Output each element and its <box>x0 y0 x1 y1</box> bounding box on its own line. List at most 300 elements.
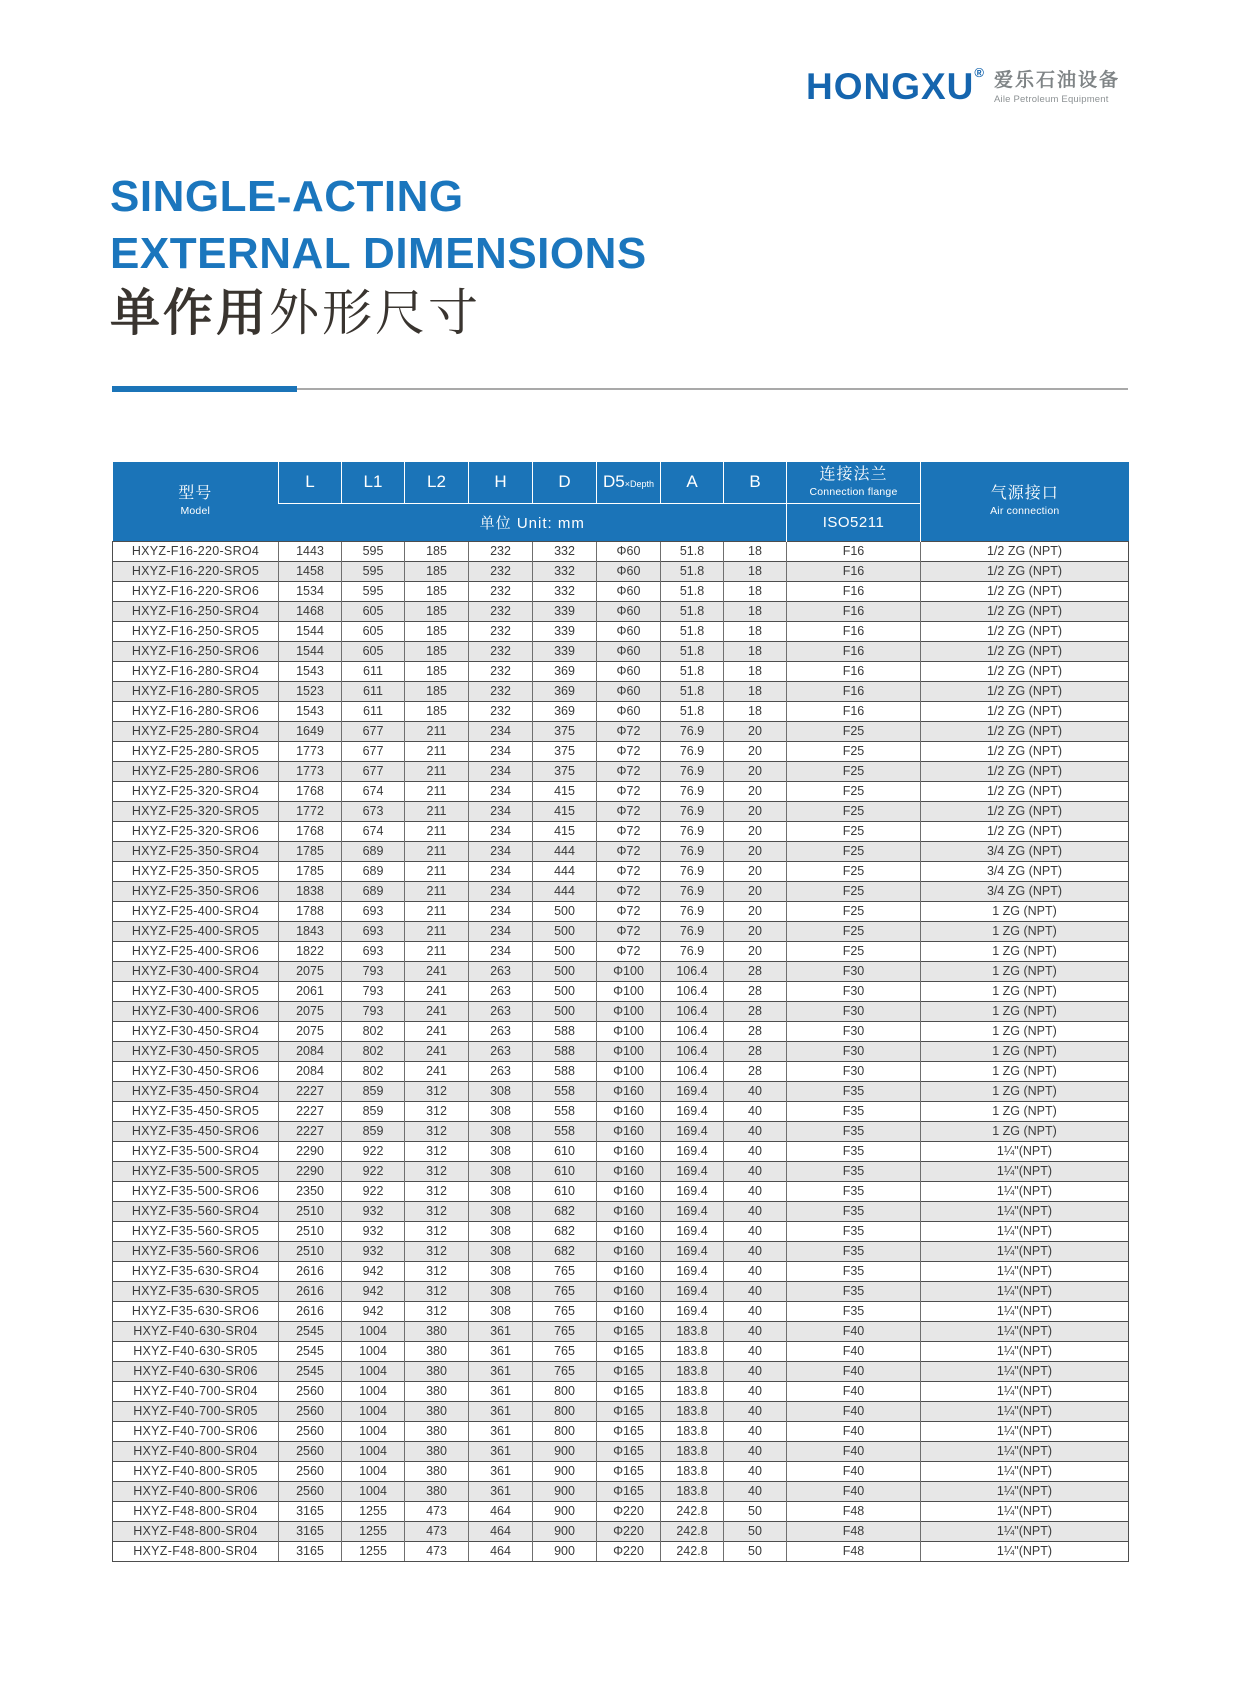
a-cell: 183.8 <box>661 1321 724 1341</box>
title-cn-bold: 单作用 <box>110 285 269 341</box>
b-cell: 20 <box>724 741 787 761</box>
air-connection-cell: 1 ZG (NPT) <box>921 1081 1129 1101</box>
l2-cell: 380 <box>405 1481 469 1501</box>
air-connection-cell: 1 ZG (NPT) <box>921 901 1129 921</box>
d-cell: 558 <box>533 1101 597 1121</box>
l-cell: 1543 <box>279 701 342 721</box>
a-cell: 183.8 <box>661 1421 724 1441</box>
model-cell: HXYZ-F40-700-SR04 <box>113 1381 279 1401</box>
l-cell: 2290 <box>279 1161 342 1181</box>
b-cell: 40 <box>724 1341 787 1361</box>
table-row <box>113 1501 1129 1521</box>
flange-cell: F30 <box>787 1021 921 1041</box>
a-cell: 76.9 <box>661 861 724 881</box>
l1-cell: 689 <box>342 841 405 861</box>
h-cell: 234 <box>469 901 533 921</box>
table-row <box>113 861 1129 881</box>
d-cell: 339 <box>533 601 597 621</box>
d5-cell: Φ60 <box>597 601 661 621</box>
flange-cell: F40 <box>787 1401 921 1421</box>
l1-cell: 942 <box>342 1301 405 1321</box>
flange-header-en: Connection flange <box>809 486 898 499</box>
model-cell: HXYZ-F35-450-SRO4 <box>113 1081 279 1101</box>
model-cell: HXYZ-F40-800-SR05 <box>113 1461 279 1481</box>
table-row <box>113 1081 1129 1101</box>
model-cell: HXYZ-F16-280-SRO5 <box>113 681 279 701</box>
flange-cell: F25 <box>787 921 921 941</box>
l2-cell: 312 <box>405 1221 469 1241</box>
model-cell: HXYZ-F25-280-SRO6 <box>113 761 279 781</box>
col-header-model <box>113 462 279 541</box>
l2-cell: 185 <box>405 681 469 701</box>
d-cell: 900 <box>533 1541 597 1561</box>
flange-cell: F35 <box>787 1121 921 1141</box>
h-cell: 234 <box>469 721 533 741</box>
d5-label: D5 <box>602 472 625 492</box>
l-cell: 2510 <box>279 1201 342 1221</box>
d-cell: 682 <box>533 1241 597 1261</box>
d5-cell: Φ165 <box>597 1361 661 1381</box>
l-cell: 2560 <box>279 1481 342 1501</box>
a-cell: 169.4 <box>661 1101 724 1121</box>
d-cell: 415 <box>533 801 597 821</box>
l-cell: 1772 <box>279 801 342 821</box>
d5-cell: Φ165 <box>597 1461 661 1481</box>
flange-cell: F40 <box>787 1341 921 1361</box>
l2-cell: 241 <box>405 1061 469 1081</box>
l1-cell: 595 <box>342 561 405 581</box>
b-cell: 40 <box>724 1141 787 1161</box>
b-cell: 18 <box>724 681 787 701</box>
b-cell: 40 <box>724 1361 787 1381</box>
air-connection-cell: 1¼"(NPT) <box>921 1381 1129 1401</box>
model-cell: HXYZ-F25-350-SRO5 <box>113 861 279 881</box>
flange-cell: F35 <box>787 1281 921 1301</box>
h-cell: 234 <box>469 781 533 801</box>
l2-cell: 312 <box>405 1181 469 1201</box>
l-cell: 1458 <box>279 561 342 581</box>
flange-cell: F16 <box>787 581 921 601</box>
table-row <box>113 641 1129 661</box>
air-connection-cell: 1 ZG (NPT) <box>921 961 1129 981</box>
h-cell: 361 <box>469 1441 533 1461</box>
d5-cell: Φ72 <box>597 721 661 741</box>
model-cell: HXYZ-F35-560-SRO5 <box>113 1221 279 1241</box>
a-cell: 51.8 <box>661 681 724 701</box>
d5-cell: Φ160 <box>597 1141 661 1161</box>
h-cell: 263 <box>469 1001 533 1021</box>
d5-cell: Φ100 <box>597 1061 661 1081</box>
b-cell: 50 <box>724 1521 787 1541</box>
l-cell: 2075 <box>279 961 342 981</box>
d-cell: 558 <box>533 1081 597 1101</box>
air-connection-cell: 1¼"(NPT) <box>921 1521 1129 1541</box>
flange-cell: F16 <box>787 661 921 681</box>
flange-cell: F30 <box>787 961 921 981</box>
l-cell: 2560 <box>279 1461 342 1481</box>
air-connection-cell: 1/2 ZG (NPT) <box>921 641 1129 661</box>
d5-cell: Φ220 <box>597 1501 661 1521</box>
l-cell: 3165 <box>279 1541 342 1561</box>
a-cell: 183.8 <box>661 1461 724 1481</box>
logo-wordmark <box>805 65 984 107</box>
air-connection-cell: 3/4 ZG (NPT) <box>921 841 1129 861</box>
d-cell: 369 <box>533 661 597 681</box>
air-connection-cell: 1¼"(NPT) <box>921 1361 1129 1381</box>
air-connection-cell: 1¼"(NPT) <box>921 1401 1129 1421</box>
l2-cell: 185 <box>405 701 469 721</box>
logo-text: HONGXU <box>805 66 975 107</box>
l-cell: 1768 <box>279 781 342 801</box>
d-cell: 500 <box>533 981 597 1001</box>
b-cell: 20 <box>724 801 787 821</box>
a-cell: 76.9 <box>661 841 724 861</box>
l1-cell: 693 <box>342 921 405 941</box>
l-cell: 2227 <box>279 1121 342 1141</box>
h-cell: 234 <box>469 921 533 941</box>
l1-cell: 793 <box>342 961 405 981</box>
model-cell: HXYZ-F25-280-SRO4 <box>113 721 279 741</box>
a-cell: 242.8 <box>661 1501 724 1521</box>
b-cell: 18 <box>724 581 787 601</box>
air-connection-cell: 1/2 ZG (NPT) <box>921 801 1129 821</box>
h-cell: 308 <box>469 1101 533 1121</box>
model-cell: HXYZ-F16-220-SRO6 <box>113 581 279 601</box>
d-cell: 444 <box>533 881 597 901</box>
d-cell: 332 <box>533 581 597 601</box>
air-connection-cell: 1/2 ZG (NPT) <box>921 741 1129 761</box>
l-cell: 2227 <box>279 1081 342 1101</box>
h-cell: 361 <box>469 1361 533 1381</box>
title-divider <box>112 386 1128 392</box>
a-cell: 169.4 <box>661 1161 724 1181</box>
d5-cell: Φ160 <box>597 1241 661 1261</box>
a-cell: 76.9 <box>661 801 724 821</box>
model-cell: HXYZ-F35-630-SRO6 <box>113 1301 279 1321</box>
air-connection-cell: 1¼"(NPT) <box>921 1281 1129 1301</box>
l2-cell: 312 <box>405 1141 469 1161</box>
h-cell: 232 <box>469 661 533 681</box>
l1-cell: 677 <box>342 741 405 761</box>
h-cell: 263 <box>469 1041 533 1061</box>
h-cell: 308 <box>469 1081 533 1101</box>
air-connection-cell: 1¼"(NPT) <box>921 1241 1129 1261</box>
l1-cell: 693 <box>342 941 405 961</box>
d5-cell: Φ160 <box>597 1121 661 1141</box>
d-cell: 610 <box>533 1141 597 1161</box>
d5-cell: Φ160 <box>597 1281 661 1301</box>
flange-cell: F35 <box>787 1161 921 1181</box>
flange-cell: F25 <box>787 761 921 781</box>
table-row <box>113 901 1129 921</box>
air-connection-cell: 1/2 ZG (NPT) <box>921 701 1129 721</box>
b-cell: 40 <box>724 1161 787 1181</box>
flange-standard-label: ISO5211 <box>787 503 921 541</box>
a-cell: 169.4 <box>661 1221 724 1241</box>
d5-cell: Φ165 <box>597 1321 661 1341</box>
h-cell: 308 <box>469 1241 533 1261</box>
h-cell: 234 <box>469 841 533 861</box>
d-cell: 332 <box>533 541 597 561</box>
l2-cell: 380 <box>405 1421 469 1441</box>
page-title-cn <box>110 283 481 343</box>
flange-cell: F35 <box>787 1201 921 1221</box>
d5-cell: Φ72 <box>597 741 661 761</box>
a-cell: 169.4 <box>661 1081 724 1101</box>
b-cell: 28 <box>724 981 787 1001</box>
l2-cell: 211 <box>405 881 469 901</box>
d5-cell: Φ60 <box>597 621 661 641</box>
h-cell: 308 <box>469 1181 533 1201</box>
table-row <box>113 1101 1129 1121</box>
b-cell: 20 <box>724 881 787 901</box>
col-header-L: L <box>279 462 342 503</box>
d5-cell: Φ165 <box>597 1401 661 1421</box>
air-connection-cell: 1/2 ZG (NPT) <box>921 621 1129 641</box>
air-connection-cell: 1/2 ZG (NPT) <box>921 681 1129 701</box>
col-header-D: D <box>533 462 597 503</box>
l2-cell: 185 <box>405 661 469 681</box>
model-cell: HXYZ-F40-800-SR04 <box>113 1441 279 1461</box>
flange-cell: F25 <box>787 841 921 861</box>
a-cell: 169.4 <box>661 1261 724 1281</box>
b-cell: 40 <box>724 1121 787 1141</box>
b-cell: 40 <box>724 1381 787 1401</box>
flange-cell: F35 <box>787 1241 921 1261</box>
l-cell: 2545 <box>279 1341 342 1361</box>
a-cell: 106.4 <box>661 1001 724 1021</box>
d5-cell: Φ165 <box>597 1381 661 1401</box>
l-cell: 1649 <box>279 721 342 741</box>
title-cn-rest: 外形尺寸 <box>269 285 481 341</box>
l1-cell: 922 <box>342 1141 405 1161</box>
l-cell: 2075 <box>279 1001 342 1021</box>
table-row <box>113 1041 1129 1061</box>
model-cell: HXYZ-F25-350-SRO4 <box>113 841 279 861</box>
air-connection-cell: 1¼"(NPT) <box>921 1301 1129 1321</box>
d5-cell: Φ100 <box>597 981 661 1001</box>
a-cell: 183.8 <box>661 1441 724 1461</box>
a-cell: 183.8 <box>661 1361 724 1381</box>
h-cell: 361 <box>469 1341 533 1361</box>
flange-cell: F40 <box>787 1361 921 1381</box>
l2-cell: 312 <box>405 1241 469 1261</box>
flange-cell: F25 <box>787 881 921 901</box>
table-row <box>113 1521 1129 1541</box>
b-cell: 28 <box>724 1041 787 1061</box>
l2-cell: 380 <box>405 1461 469 1481</box>
registered-trademark-icon: ® <box>974 65 984 80</box>
air-connection-cell: 1 ZG (NPT) <box>921 1061 1129 1081</box>
l2-cell: 241 <box>405 1001 469 1021</box>
d-cell: 339 <box>533 621 597 641</box>
d-cell: 375 <box>533 741 597 761</box>
l1-cell: 677 <box>342 721 405 741</box>
l2-cell: 241 <box>405 981 469 1001</box>
a-cell: 242.8 <box>661 1521 724 1541</box>
b-cell: 20 <box>724 721 787 741</box>
flange-cell: F40 <box>787 1321 921 1341</box>
l2-cell: 312 <box>405 1101 469 1121</box>
dimensions-table-wrap <box>112 462 1128 1562</box>
d5-cell: Φ165 <box>597 1481 661 1501</box>
dimensions-table <box>112 462 1129 1562</box>
l-cell: 1523 <box>279 681 342 701</box>
model-cell: HXYZ-F25-320-SRO6 <box>113 821 279 841</box>
unit-label: 单位 Unit: mm <box>279 503 787 541</box>
flange-cell: F35 <box>787 1301 921 1321</box>
flange-cell: F30 <box>787 1061 921 1081</box>
l-cell: 1468 <box>279 601 342 621</box>
d-cell: 682 <box>533 1201 597 1221</box>
flange-cell: F25 <box>787 721 921 741</box>
d5-cell: Φ60 <box>597 581 661 601</box>
model-cell: HXYZ-F35-450-SRO5 <box>113 1101 279 1121</box>
h-cell: 308 <box>469 1221 533 1241</box>
d5-cell: Φ160 <box>597 1161 661 1181</box>
d5-cell: Φ160 <box>597 1101 661 1121</box>
h-cell: 263 <box>469 961 533 981</box>
l-cell: 1544 <box>279 641 342 661</box>
d5-cell: Φ72 <box>597 921 661 941</box>
table-row <box>113 1221 1129 1241</box>
a-cell: 76.9 <box>661 741 724 761</box>
l1-cell: 932 <box>342 1221 405 1241</box>
a-cell: 76.9 <box>661 821 724 841</box>
model-cell: HXYZ-F25-280-SRO5 <box>113 741 279 761</box>
table-row <box>113 1201 1129 1221</box>
model-cell: HXYZ-F35-630-SRO4 <box>113 1261 279 1281</box>
air-connection-cell: 1¼"(NPT) <box>921 1501 1129 1521</box>
l1-cell: 922 <box>342 1181 405 1201</box>
h-cell: 234 <box>469 941 533 961</box>
d-cell: 765 <box>533 1321 597 1341</box>
flange-cell: F30 <box>787 981 921 1001</box>
h-cell: 232 <box>469 541 533 561</box>
h-cell: 308 <box>469 1301 533 1321</box>
flange-cell: F40 <box>787 1381 921 1401</box>
l2-cell: 211 <box>405 841 469 861</box>
model-cell: HXYZ-F16-220-SRO5 <box>113 561 279 581</box>
l2-cell: 185 <box>405 641 469 661</box>
d-cell: 610 <box>533 1181 597 1201</box>
model-cell: HXYZ-F40-800-SR06 <box>113 1481 279 1501</box>
d-cell: 375 <box>533 721 597 741</box>
table-row <box>113 1281 1129 1301</box>
table-row <box>113 1241 1129 1261</box>
air-connection-cell: 1¼"(NPT) <box>921 1221 1129 1241</box>
air-connection-cell: 1/2 ZG (NPT) <box>921 721 1129 741</box>
col-header-H: H <box>469 462 533 503</box>
h-cell: 232 <box>469 561 533 581</box>
h-cell: 234 <box>469 881 533 901</box>
h-cell: 232 <box>469 641 533 661</box>
d-cell: 900 <box>533 1481 597 1501</box>
l2-cell: 211 <box>405 781 469 801</box>
l1-cell: 1004 <box>342 1381 405 1401</box>
table-row <box>113 1381 1129 1401</box>
d-cell: 500 <box>533 921 597 941</box>
table-row <box>113 1061 1129 1081</box>
model-cell: HXYZ-F16-250-SRO4 <box>113 601 279 621</box>
d5-cell: Φ220 <box>597 1521 661 1541</box>
l-cell: 2350 <box>279 1181 342 1201</box>
b-cell: 18 <box>724 661 787 681</box>
model-cell: HXYZ-F48-800-SR04 <box>113 1541 279 1561</box>
a-cell: 183.8 <box>661 1341 724 1361</box>
col-header-L2: L2 <box>405 462 469 503</box>
h-cell: 234 <box>469 761 533 781</box>
a-cell: 76.9 <box>661 941 724 961</box>
flange-cell: F25 <box>787 901 921 921</box>
d-cell: 415 <box>533 821 597 841</box>
a-cell: 76.9 <box>661 781 724 801</box>
table-row <box>113 1161 1129 1181</box>
model-cell: HXYZ-F35-500-SRO6 <box>113 1181 279 1201</box>
d-cell: 369 <box>533 701 597 721</box>
flange-cell: F48 <box>787 1521 921 1541</box>
l2-cell: 241 <box>405 1021 469 1041</box>
h-cell: 308 <box>469 1141 533 1161</box>
d-cell: 900 <box>533 1521 597 1541</box>
l2-cell: 185 <box>405 561 469 581</box>
model-cell: HXYZ-F16-280-SRO6 <box>113 701 279 721</box>
model-cell: HXYZ-F35-560-SRO6 <box>113 1241 279 1261</box>
l2-cell: 312 <box>405 1121 469 1141</box>
a-cell: 106.4 <box>661 1061 724 1081</box>
b-cell: 40 <box>724 1481 787 1501</box>
l1-cell: 932 <box>342 1201 405 1221</box>
d-cell: 558 <box>533 1121 597 1141</box>
h-cell: 232 <box>469 701 533 721</box>
l-cell: 2075 <box>279 1021 342 1041</box>
b-cell: 20 <box>724 821 787 841</box>
d-cell: 765 <box>533 1361 597 1381</box>
air-connection-cell: 1/2 ZG (NPT) <box>921 821 1129 841</box>
l1-cell: 693 <box>342 901 405 921</box>
l2-cell: 473 <box>405 1521 469 1541</box>
flange-cell: F35 <box>787 1221 921 1241</box>
a-cell: 76.9 <box>661 921 724 941</box>
flange-cell: F25 <box>787 801 921 821</box>
l2-cell: 473 <box>405 1541 469 1561</box>
d5-depth-label: ×Depth <box>624 479 654 490</box>
flange-cell: F25 <box>787 821 921 841</box>
d-cell: 500 <box>533 901 597 921</box>
b-cell: 40 <box>724 1461 787 1481</box>
l2-cell: 380 <box>405 1341 469 1361</box>
table-row <box>113 841 1129 861</box>
air-connection-cell: 1 ZG (NPT) <box>921 921 1129 941</box>
l-cell: 1838 <box>279 881 342 901</box>
d5-cell: Φ60 <box>597 561 661 581</box>
h-cell: 464 <box>469 1521 533 1541</box>
l2-cell: 380 <box>405 1401 469 1421</box>
table-row <box>113 561 1129 581</box>
b-cell: 28 <box>724 1021 787 1041</box>
model-header-cn: 型号 <box>178 484 213 502</box>
d5-cell: Φ165 <box>597 1421 661 1441</box>
flange-cell: F40 <box>787 1441 921 1461</box>
air-connection-cell: 3/4 ZG (NPT) <box>921 861 1129 881</box>
l-cell: 1773 <box>279 761 342 781</box>
l-cell: 2084 <box>279 1041 342 1061</box>
brand-name-cn: 爱乐石油设备 <box>993 70 1120 91</box>
d5-cell: Φ72 <box>597 761 661 781</box>
flange-cell: F40 <box>787 1461 921 1481</box>
d-cell: 500 <box>533 941 597 961</box>
model-cell: HXYZ-F25-320-SRO4 <box>113 781 279 801</box>
